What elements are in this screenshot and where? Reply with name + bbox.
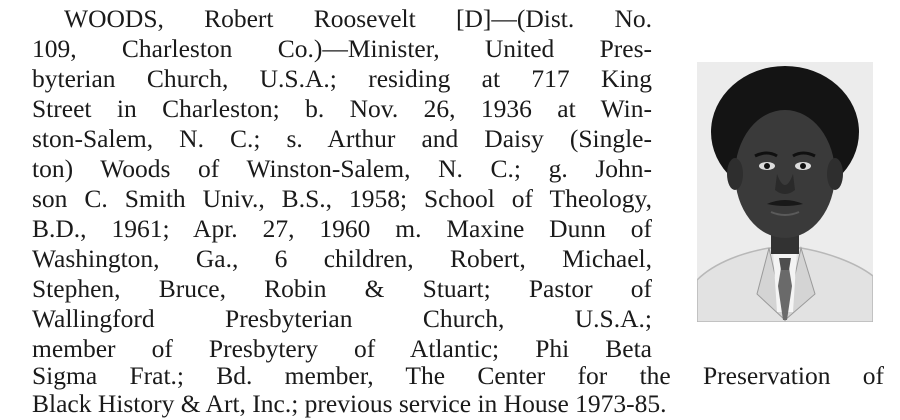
bio-line-11: Wallingford Presbyterian Church, U.S.A.;	[32, 304, 652, 333]
bio-line-5: ston-Salem, N. C.; s. Arthur and Daisy (Single-	[32, 124, 652, 153]
portrait-face	[735, 110, 835, 238]
portrait-tie-knot	[779, 258, 791, 270]
bio-line-6: ton) Woods of Winston-Salem, N. C.; g. John-	[32, 154, 652, 183]
portrait-photo	[697, 62, 873, 322]
portrait-pupil-left	[764, 163, 770, 169]
bio-line-3: byterian Church, U.S.A.; residing at 717 King	[32, 64, 652, 93]
portrait-ear-right	[827, 158, 843, 190]
bio-line-13: Sigma Frat.; Bd. member, The Center for the Preservation of	[32, 361, 884, 390]
bio-line-7: son C. Smith Univ., B.S., 1958; School of Theology,	[32, 184, 652, 213]
bio-line-1: WOODS, Robert Roosevelt [D]—(Dist. No.	[64, 4, 652, 33]
bio-line-12: member of Presbytery of Atlantic; Phi Beta	[32, 334, 652, 363]
bio-line-10: Stephen, Bruce, Robin & Stuart; Pastor of	[32, 274, 652, 303]
portrait-image	[697, 62, 873, 322]
portrait-pupil-right	[800, 163, 806, 169]
bio-line-4: Street in Charleston; b. Nov. 26, 1936 at Win-	[32, 94, 652, 123]
bio-line-8: B.D., 1961; Apr. 27, 1960 m. Maxine Dunn of	[32, 214, 652, 243]
bio-line-14: Black History & Art, Inc.; previous service in House 1973-85.	[32, 389, 667, 418]
bio-line-9: Washington, Ga., 6 children, Robert, Michael,	[32, 244, 652, 273]
portrait-ear-left	[727, 158, 743, 190]
bio-line-2: 109, Charleston Co.)—Minister, United Pres-	[32, 34, 652, 63]
